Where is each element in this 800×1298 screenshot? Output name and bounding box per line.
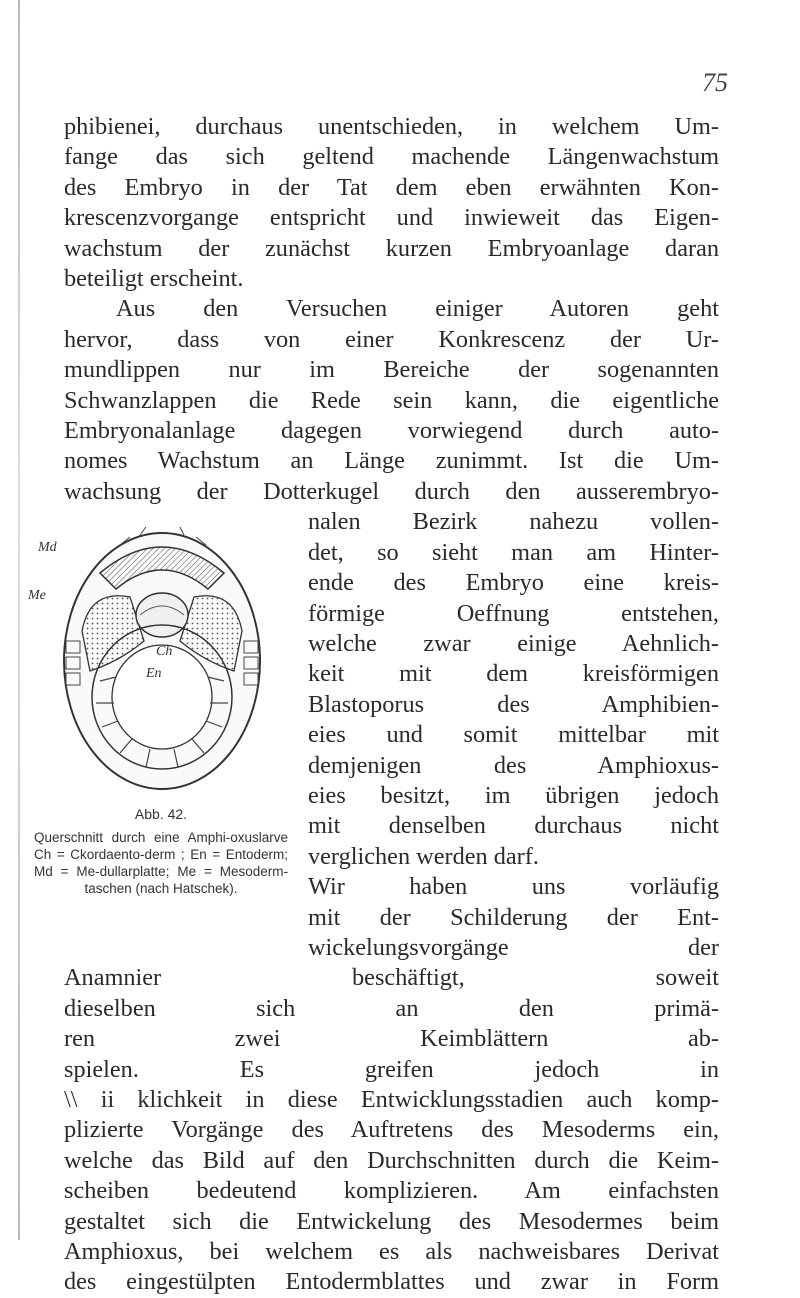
page-number: 75 bbox=[702, 68, 728, 97]
page-edge bbox=[18, 0, 20, 1240]
text-line: wachsung der Dotterkugel durch den ausserembryo- bbox=[64, 477, 719, 505]
text-line: Anamnier beschäftigt, soweit bbox=[64, 964, 719, 992]
text-line: ren zwei Keimblättern ab- bbox=[64, 1025, 719, 1053]
text-line: plizierte Vorgänge des Auftretens des Mesoderms ein, bbox=[64, 1116, 719, 1144]
text-line: phibienei, durchaus unentschieden, in welchem Um- bbox=[64, 113, 719, 140]
text-line: mundlippen nur im Bereiche der sogenannten bbox=[64, 356, 719, 384]
text-line: \\ ii klichkeit in diese Entwicklungsstadien auch komp- bbox=[64, 1086, 719, 1113]
text-line: hervor, dass von einer Konkrescenz der Ur- bbox=[64, 325, 719, 353]
text-line: welche zwar einige Aehnlich- bbox=[308, 629, 719, 657]
text-line: mit denselben durchaus nicht bbox=[308, 812, 719, 840]
text-line: des Embryo in der Tat dem eben erwähnten Kon- bbox=[64, 173, 719, 201]
label-me: Me bbox=[28, 588, 46, 604]
text-line: nalen Bezirk nahezu vollen- bbox=[308, 508, 719, 536]
text-line: wachstum der zunächst kurzen Embryoanlage daran bbox=[64, 234, 719, 262]
text-line: keit mit dem kreisförmigen bbox=[308, 660, 719, 688]
text-line: beteiligt erscheint. bbox=[64, 265, 244, 293]
text-line: spielen. Es greifen jedoch in bbox=[64, 1055, 719, 1083]
text-line: det, so sieht man am Hinter- bbox=[308, 538, 719, 566]
paragraph-3 bbox=[64, 1085, 719, 1298]
label-ch: Ch bbox=[156, 644, 173, 660]
figure-title: Abb. 42. bbox=[134, 806, 188, 823]
text-line: Blastoporus des Amphibien- bbox=[308, 690, 719, 718]
text-line: ende des Embryo eine kreis- bbox=[308, 569, 719, 597]
text-line: Amphioxus, bei welchem es als nachweisbares Derivat bbox=[64, 1238, 719, 1266]
text-line: Aus den Versuchen einiger Autoren geht bbox=[116, 295, 719, 323]
body-text bbox=[28, 112, 719, 1298]
label-en: En bbox=[146, 666, 162, 682]
text-line: gestaltet sich die Entwickelung des Mesodermes beim bbox=[64, 1207, 719, 1235]
text-line: dieselben sich an den primä- bbox=[64, 994, 719, 1022]
paragraph-2-top bbox=[64, 294, 719, 324]
text-line: förmige Oeffnung entstehen, bbox=[308, 599, 719, 627]
paragraph-2 bbox=[64, 325, 719, 507]
text-line: mit der Schilderung der Ent- bbox=[308, 903, 719, 931]
figure-caption: Querschnitt durch eine Amphi-oxuslarve Ch = Ckordaento-derm ; En = Entoderm; Md = Me-dullarplatte; Me = Mesoderm-taschen (nach Hatschek). bbox=[34, 830, 288, 897]
text-line: Schwanzlappen die Rede sein kann, die eigentliche bbox=[64, 386, 719, 414]
text-line: welche das Bild auf den Durchschnitten durch die Keim- bbox=[64, 1146, 719, 1174]
text-line: Wir haben uns vorläufig bbox=[308, 873, 719, 901]
paragraph-1 bbox=[64, 112, 719, 294]
text-line: verglichen werden darf. bbox=[308, 842, 539, 870]
text-line: eies und somit mittelbar mit bbox=[308, 721, 719, 749]
text-line: Embryonalanlage dagegen vorwiegend durch auto- bbox=[64, 417, 719, 445]
text-line: des eingestülpten Entodermblattes und zwar in Form bbox=[64, 1268, 719, 1296]
figure-42 bbox=[30, 507, 292, 953]
text-line: scheiben bedeutend komplizieren. Am einfachsten bbox=[64, 1177, 719, 1205]
text-line: krescenzvorgange entspricht und inwieweit das Eigen- bbox=[64, 204, 719, 232]
text-line: eies besitzt, im übrigen jedoch bbox=[308, 781, 719, 809]
text-line: fange das sich geltend machende Längenwachstum bbox=[64, 143, 719, 171]
text-line: wickelungsvorgänge der bbox=[308, 933, 719, 961]
text-line: nomes Wachstum an Länge zunimmt. Ist die Um- bbox=[64, 447, 719, 475]
label-md: Md bbox=[38, 540, 57, 556]
text-line: demjenigen des Amphioxus- bbox=[308, 751, 719, 779]
